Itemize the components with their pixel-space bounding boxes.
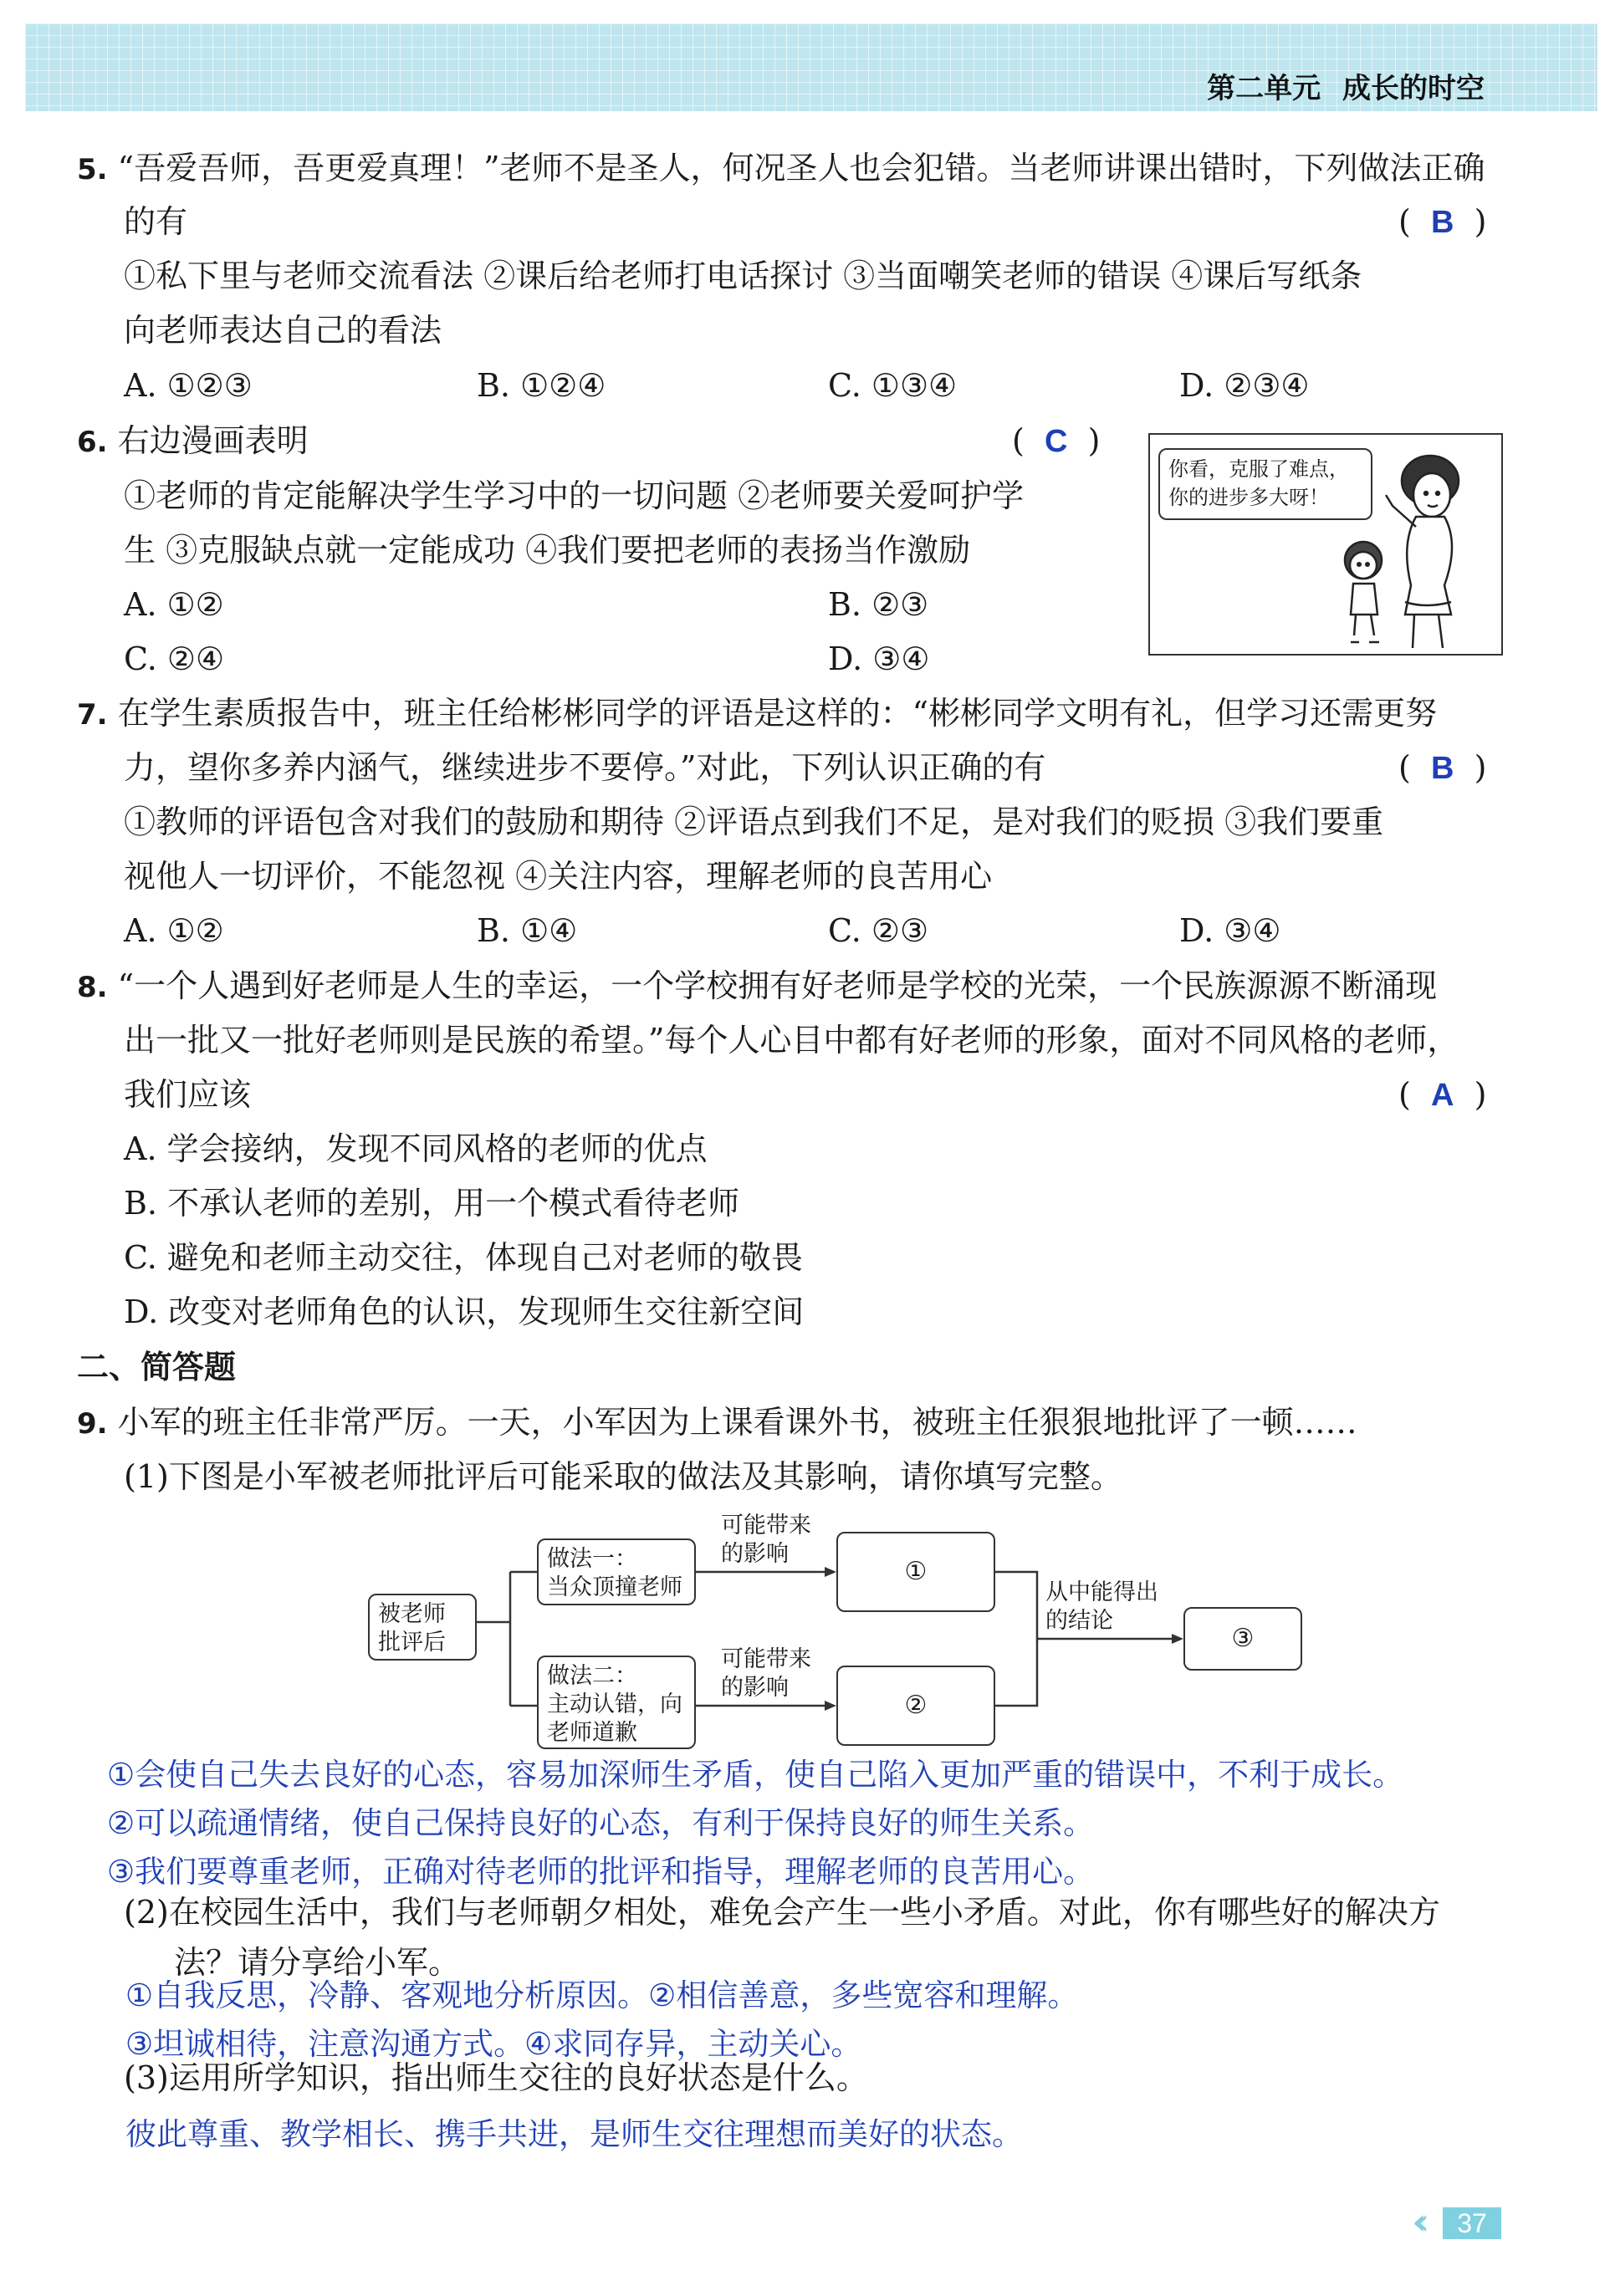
q6-answer: ( C ): [1012, 422, 1101, 459]
q7-statements-1: ①教师的评语包含对我们的鼓励和期待 ②评语点到我们不足，是对我们的贬损 ③我们要重: [124, 804, 1384, 840]
q6-option-a: A. ①②: [124, 586, 224, 623]
q9-answer-1-line-2: ②可以疏通情绪，使自己保持良好的心态，有利于保持良好的师生关系。: [107, 1805, 1095, 1841]
q9-answer-1-line-3: ③我们要尊重老师，正确对待老师的批评和指导，理解老师的良苦用心。: [107, 1854, 1095, 1890]
q8-answer-letter: A: [1430, 1078, 1454, 1113]
q7-option-d: D. ③④: [1179, 912, 1281, 949]
q6-stem-line1: [77, 420, 309, 463]
flow-effect-label-2: [721, 1645, 811, 1702]
flow-way2-line-1: 做法二：: [547, 1663, 637, 1689]
q9-answer-2-line-2: ③坦诚相待，注意沟通方式。④求同存异，主动关心。: [125, 2026, 862, 2062]
q9-sub2-line2: 法？请分享给小军。: [174, 1944, 461, 1981]
flow-way2-box: [537, 1656, 696, 1749]
q7-option-b: B. ①④: [477, 912, 578, 949]
flow-start-line-1: 被老师: [378, 1601, 446, 1627]
child-figure: [1345, 542, 1382, 642]
q5-option-d: D. ②③④: [1179, 367, 1310, 404]
q6-option-c: C. ②④: [124, 640, 225, 677]
flow-conclusion-box: ③: [1183, 1607, 1302, 1671]
unit-title: 第二单元 成长的时空: [1207, 72, 1485, 105]
q9-answer-3: 彼此尊重、教学相长、携手共进，是师生交往理想而美好的状态。: [125, 2116, 1023, 2152]
q8-option-c: C. 避免和老师主动交往，体现自己对老师的敬畏: [124, 1239, 803, 1276]
section-title-short-answer: 二、简答题: [77, 1349, 237, 1385]
teacher-figure: [1386, 456, 1459, 648]
flow-start-line-2: 批评后: [378, 1630, 446, 1656]
q6-option-d: D. ③④: [828, 640, 930, 677]
q9-answer-1-line-1: ①会使自己失去良好的心态，容易加深师生矛盾，使自己陷入更加严重的错误中，不利于成长。: [107, 1757, 1404, 1793]
q9-answer-2-line-1: ①自我反思，冷静、客观地分析原因。②相信善意，多些宽容和理解。: [125, 1977, 1079, 2013]
flow-result-box-2: ②: [836, 1666, 995, 1746]
speech-line-2: 你的进步多大呀！: [1168, 486, 1329, 509]
q9-text-1: 小军的班主任非常严厉。一天，小军因为上课看课外书，被班主任狠狠地批评了一顿……: [117, 1404, 1357, 1441]
flow-way1-line-2: 当众顶撞老师: [547, 1574, 682, 1600]
q5-statements-1: ①私下里与老师交流看法 ②课后给老师打电话探讨 ③当面嘲笑老师的错误 ④课后写纸条: [124, 258, 1362, 294]
q9-sub1: (1)下图是小军被老师批评后可能采取的做法及其影响，请你填写完整。: [124, 1458, 1122, 1495]
flow-diagram: [360, 1505, 1313, 1746]
flow-effect-label-2-line1: 可能带来: [721, 1646, 811, 1672]
flow-way2-line-2: 主动认错，向: [547, 1691, 682, 1717]
q5-stem-line2: 的有: [124, 203, 188, 240]
flow-way1-line-1: 做法一：: [547, 1546, 637, 1572]
flow-start-box: [368, 1594, 477, 1661]
q5-answer-letter: B: [1430, 205, 1454, 240]
speech-line-1: 你看，克服了难点，: [1168, 457, 1349, 481]
q7-text-1: 在学生素质报告中，班主任给彬彬同学的评语是这样的：“彬彬同学文明有礼，但学习还需更努: [117, 695, 1438, 732]
flow-way2-line-3: 老师道歉: [547, 1720, 637, 1746]
q8-stem-line3: 我们应该: [124, 1076, 252, 1113]
q7-statements-2: 视他人一切评价，不能忽视 ④关注内容，理解老师的良苦用心: [124, 858, 993, 895]
q8-option-b: B. 不承认老师的差别，用一个模式看待老师: [124, 1185, 740, 1222]
q8-stem-line1: [77, 965, 1437, 1008]
flow-effect-label-1-line1: 可能带来: [721, 1513, 811, 1538]
q6-answer-letter: C: [1044, 424, 1068, 459]
flow-conclusion-label: [1045, 1579, 1158, 1635]
flow-effect-label-1-line2: 的影响: [721, 1541, 789, 1567]
q8-text-1: “一个人遇到好老师是人生的幸运，一个学校拥有好老师是学校的光荣，一个民族源源不断涌现: [117, 967, 1438, 1004]
page-chevron-icon: ‹‹: [1412, 2201, 1418, 2243]
q5-option-b: B. ①②④: [477, 367, 606, 404]
q7-answer: ( B ): [1398, 749, 1487, 786]
q8-option-a: A. 学会接纳，发现不同风格的老师的优点: [124, 1130, 708, 1167]
q6-text-1: 右边漫画表明: [117, 422, 309, 459]
q5-text-1: “吾爱吾师，吾更爱真理！”老师不是圣人，何况圣人也会犯错。当老师讲课出错时，下列做法正确: [117, 150, 1485, 186]
q8-number: 8.: [77, 971, 108, 1004]
flow-conclusion-line1: 从中能得出: [1045, 1579, 1158, 1605]
flow-conclusion-line2: 的结论: [1045, 1608, 1113, 1634]
q9-sub3: (3)运用所学知识，指出师生交往的良好状态是什么。: [124, 2059, 868, 2096]
flow-effect-label-2-line2: 的影响: [721, 1675, 789, 1701]
cartoon-figures: [1150, 435, 1501, 654]
q7-answer-letter: B: [1430, 751, 1454, 786]
q6-statements-2: 生 ③克服缺点就一定能成功 ④我们要把老师的表扬当作激励: [124, 532, 971, 569]
q6-number: 6.: [77, 426, 108, 459]
q8-option-d: D. 改变对老师角色的认识，发现师生交往新空间: [124, 1293, 805, 1330]
flow-way1-box: [537, 1538, 696, 1605]
q5-stem-line1: [77, 147, 1485, 191]
q6-statements-1: ①老师的肯定能解决学生学习中的一切问题 ②老师要关爱呵护学: [124, 477, 1025, 514]
q6-option-b: B. ②③: [828, 586, 929, 623]
q9-number: 9.: [77, 1407, 108, 1441]
flow-effect-label-1: [721, 1512, 811, 1569]
q5-option-a: A. ①②③: [124, 367, 253, 404]
q5-statements-2: 向老师表达自己的看法: [124, 312, 442, 349]
q5-number: 5.: [77, 153, 108, 186]
q9-stem: [77, 1401, 1357, 1445]
q9-sub2-line1: (2)在校园生活中，我们与老师朝夕相处，难免会产生一些小矛盾。对此，你有哪些好的解决方: [124, 1894, 1440, 1931]
q8-stem-line2: 出一批又一批好老师则是民族的希望。”每个人心目中都有好老师的形象，面对不同风格的老师，: [124, 1022, 1459, 1059]
q7-option-a: A. ①②: [124, 912, 224, 949]
q8-answer: ( A ): [1398, 1076, 1487, 1113]
q5-answer: ( B ): [1398, 203, 1487, 240]
q7-stem-line2: 力，望你多养内涵气，继续进步不要停。”对此，下列认识正确的有: [124, 749, 1046, 786]
cartoon-illustration: [1148, 433, 1503, 656]
flow-result-box-1: ①: [836, 1532, 995, 1612]
page-number: 37: [1443, 2207, 1501, 2239]
q7-option-c: C. ②③: [828, 912, 929, 949]
q7-stem-line1: [77, 692, 1437, 736]
q5-option-c: C. ①③④: [828, 367, 958, 404]
q7-number: 7.: [77, 698, 108, 732]
